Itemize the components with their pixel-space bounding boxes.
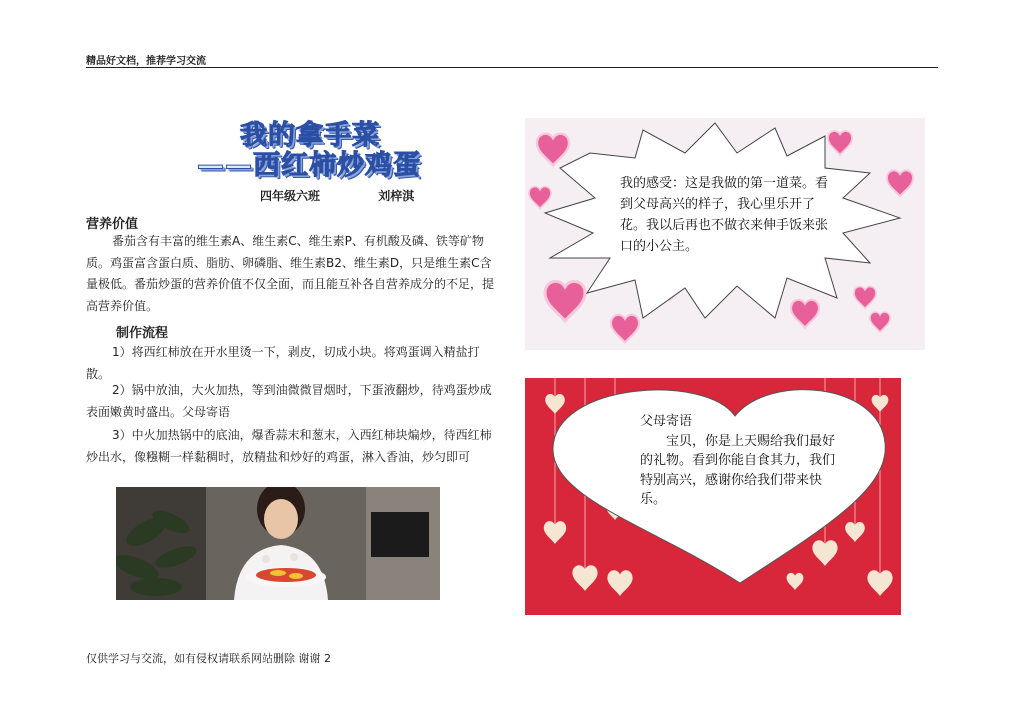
parents-message bbox=[640, 412, 840, 510]
header-text: 精品好文档，推荐学习交流 bbox=[86, 56, 206, 67]
author-name: 刘梓淇 bbox=[378, 189, 415, 203]
process-step-2: 2）锅中放油，大火加热，等到油微微冒烟时，下蛋液翻炒，待鸡蛋炒成表面嫩黄时盛出。父母寄语 bbox=[86, 383, 492, 419]
feeling-text: 我的感受：这是我做的第一道菜。看到父母高兴的样子，我心里乐开了花。我以后再也不做衣来伸手饭来张口的小公主。 bbox=[620, 176, 829, 254]
page-footer: 仅供学习与交流，如有侵权请联系网站删除 谢谢 2 bbox=[86, 652, 331, 665]
header-rule bbox=[86, 67, 938, 68]
author-class: 四年级六班 bbox=[260, 189, 321, 203]
title-line-1: 我的拿手菜 bbox=[240, 120, 380, 151]
process-step-3: 3）中火加热锅中的底油，爆香蒜末和葱末，入西红柿块煸炒，待西红柿炒出水，像糨糊一样黏稠时，放精盐和炒好的鸡蛋，淋入香油，炒匀即可 bbox=[86, 428, 492, 464]
parents-title: 父母寄语 bbox=[640, 414, 693, 429]
parents-body: 宝贝，你是上天赐给我们最好的礼物。看到你能自食其力，我们特别高兴，感谢你给我们带来快乐。 bbox=[640, 433, 836, 507]
process-heading: 制作流程 bbox=[116, 326, 169, 341]
author-line bbox=[260, 187, 414, 204]
process-step-1: 1）将西红柿放在开水里烫一下，剥皮，切成小块。将鸡蛋调入精盐打散。 bbox=[86, 345, 480, 381]
nutrition-heading: 营养价值 bbox=[86, 217, 139, 232]
nutrition-paragraph: 番茄含有丰富的维生素A、维生素C、维生素P、有机酸及磷、铁等矿物质。鸡蛋富含蛋白质、脂肪、卵磷脂、维生素B2、维生素D，只是维生素C含量极低。番茄炒蛋的营养价值不仅全面，而且能互补各自营养成分的不足，提高营养价值。 bbox=[86, 234, 495, 313]
title-line-2: ——西红柿炒鸡蛋 bbox=[197, 150, 421, 181]
cooking-photo bbox=[116, 487, 440, 600]
